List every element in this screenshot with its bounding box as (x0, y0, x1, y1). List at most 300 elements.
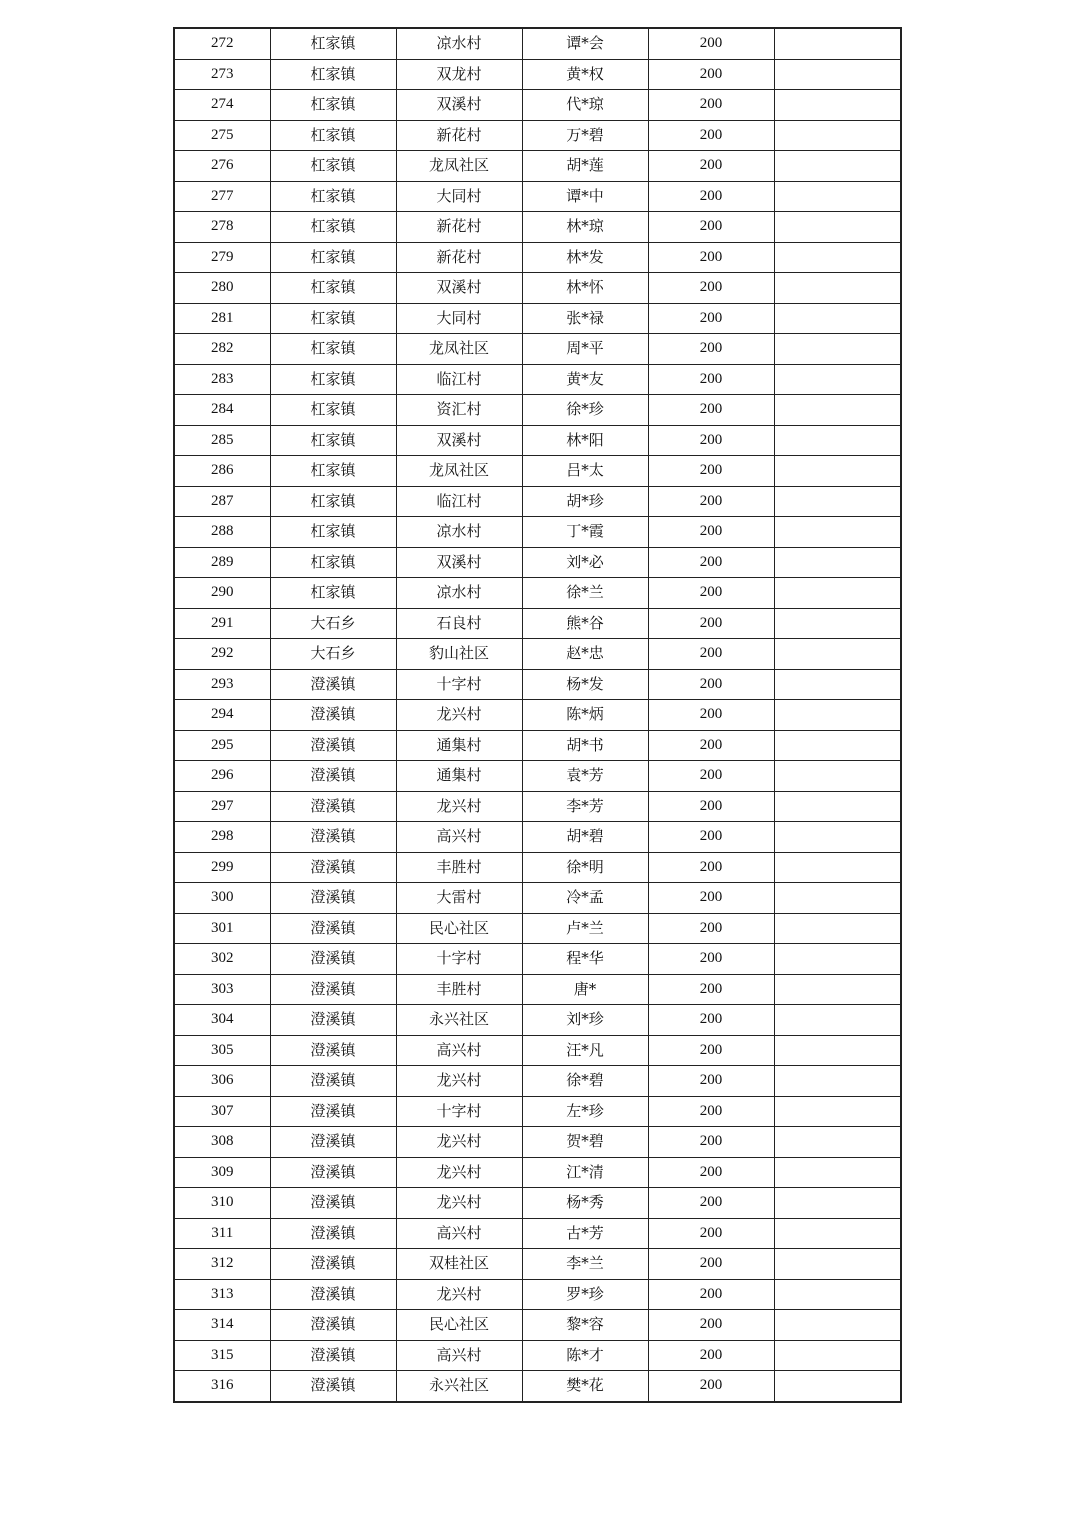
remark-cell (774, 28, 901, 59)
serial-number-cell: 282 (174, 334, 270, 365)
town-cell: 杠家镇 (270, 59, 396, 90)
village-cell: 龙兴村 (396, 791, 522, 822)
remark-cell (774, 59, 901, 90)
serial-number-cell: 314 (174, 1310, 270, 1341)
remark-cell (774, 456, 901, 487)
person-name-cell: 陈*才 (522, 1340, 648, 1371)
remark-cell (774, 700, 901, 731)
remark-cell (774, 944, 901, 975)
town-cell: 澄溪镇 (270, 1188, 396, 1219)
remark-cell (774, 334, 901, 365)
serial-number-cell: 295 (174, 730, 270, 761)
village-cell: 双龙村 (396, 59, 522, 90)
remark-cell (774, 547, 901, 578)
remark-cell (774, 1157, 901, 1188)
person-name-cell: 古*芳 (522, 1218, 648, 1249)
table-row (174, 212, 901, 243)
remark-cell (774, 212, 901, 243)
remark-cell (774, 303, 901, 334)
village-cell: 龙凤社区 (396, 456, 522, 487)
serial-number-cell: 302 (174, 944, 270, 975)
amount-cell: 200 (648, 364, 774, 395)
amount-cell: 200 (648, 1157, 774, 1188)
table-row (174, 181, 901, 212)
person-name-cell: 胡*珍 (522, 486, 648, 517)
amount-cell: 200 (648, 486, 774, 517)
town-cell: 杠家镇 (270, 456, 396, 487)
table-row (174, 1340, 901, 1371)
village-cell: 通集村 (396, 730, 522, 761)
serial-number-cell: 299 (174, 852, 270, 883)
person-name-cell: 杨*秀 (522, 1188, 648, 1219)
remark-cell (774, 90, 901, 121)
town-cell: 澄溪镇 (270, 1127, 396, 1158)
town-cell: 澄溪镇 (270, 700, 396, 731)
table-row (174, 608, 901, 639)
table-row (174, 1310, 901, 1341)
village-cell: 民心社区 (396, 1310, 522, 1341)
serial-number-cell: 316 (174, 1371, 270, 1402)
table-row (174, 242, 901, 273)
remark-cell (774, 1279, 901, 1310)
town-cell: 澄溪镇 (270, 1066, 396, 1097)
serial-number-cell: 281 (174, 303, 270, 334)
village-cell: 十字村 (396, 1096, 522, 1127)
person-name-cell: 黎*容 (522, 1310, 648, 1341)
remark-cell (774, 151, 901, 182)
remark-cell (774, 730, 901, 761)
person-name-cell: 林*怀 (522, 273, 648, 304)
village-cell: 凉水村 (396, 578, 522, 609)
person-name-cell: 林*琼 (522, 212, 648, 243)
village-cell: 十字村 (396, 944, 522, 975)
amount-cell: 200 (648, 334, 774, 365)
village-cell: 新花村 (396, 242, 522, 273)
person-name-cell: 代*琼 (522, 90, 648, 121)
serial-number-cell: 283 (174, 364, 270, 395)
town-cell: 澄溪镇 (270, 730, 396, 761)
village-cell: 凉水村 (396, 28, 522, 59)
town-cell: 杠家镇 (270, 578, 396, 609)
serial-number-cell: 276 (174, 151, 270, 182)
table-row (174, 1127, 901, 1158)
remark-cell (774, 1188, 901, 1219)
person-name-cell: 罗*珍 (522, 1279, 648, 1310)
town-cell: 杠家镇 (270, 395, 396, 426)
serial-number-cell: 311 (174, 1218, 270, 1249)
town-cell: 杠家镇 (270, 425, 396, 456)
amount-cell: 200 (648, 730, 774, 761)
table-row (174, 944, 901, 975)
town-cell: 澄溪镇 (270, 883, 396, 914)
serial-number-cell: 292 (174, 639, 270, 670)
person-name-cell: 汪*凡 (522, 1035, 648, 1066)
subsidy-list-table (173, 27, 902, 1403)
table-row (174, 273, 901, 304)
amount-cell: 200 (648, 1066, 774, 1097)
village-cell: 高兴村 (396, 1218, 522, 1249)
table-row (174, 90, 901, 121)
table-row (174, 822, 901, 853)
table-row (174, 1249, 901, 1280)
table-row (174, 303, 901, 334)
serial-number-cell: 280 (174, 273, 270, 304)
village-cell: 资汇村 (396, 395, 522, 426)
person-name-cell: 吕*太 (522, 456, 648, 487)
amount-cell: 200 (648, 90, 774, 121)
person-name-cell: 冷*孟 (522, 883, 648, 914)
table-body (174, 28, 901, 1402)
remark-cell (774, 1035, 901, 1066)
table-row (174, 913, 901, 944)
remark-cell (774, 1066, 901, 1097)
village-cell: 大雷村 (396, 883, 522, 914)
remark-cell (774, 517, 901, 548)
table-row (174, 334, 901, 365)
town-cell: 杠家镇 (270, 28, 396, 59)
village-cell: 大同村 (396, 181, 522, 212)
person-name-cell: 唐* (522, 974, 648, 1005)
remark-cell (774, 395, 901, 426)
serial-number-cell: 288 (174, 517, 270, 548)
person-name-cell: 陈*炳 (522, 700, 648, 731)
person-name-cell: 徐*珍 (522, 395, 648, 426)
table-row (174, 639, 901, 670)
person-name-cell: 左*珍 (522, 1096, 648, 1127)
person-name-cell: 胡*碧 (522, 822, 648, 853)
town-cell: 杠家镇 (270, 212, 396, 243)
remark-cell (774, 1340, 901, 1371)
person-name-cell: 卢*兰 (522, 913, 648, 944)
remark-cell (774, 791, 901, 822)
village-cell: 豹山社区 (396, 639, 522, 670)
serial-number-cell: 291 (174, 608, 270, 639)
amount-cell: 200 (648, 28, 774, 59)
amount-cell: 200 (648, 120, 774, 151)
remark-cell (774, 608, 901, 639)
village-cell: 丰胜村 (396, 852, 522, 883)
person-name-cell: 樊*花 (522, 1371, 648, 1402)
remark-cell (774, 181, 901, 212)
village-cell: 龙兴村 (396, 1279, 522, 1310)
person-name-cell: 丁*霞 (522, 517, 648, 548)
town-cell: 杠家镇 (270, 303, 396, 334)
town-cell: 杠家镇 (270, 486, 396, 517)
amount-cell: 200 (648, 639, 774, 670)
village-cell: 龙凤社区 (396, 151, 522, 182)
amount-cell: 200 (648, 669, 774, 700)
table-row (174, 120, 901, 151)
person-name-cell: 熊*谷 (522, 608, 648, 639)
serial-number-cell: 285 (174, 425, 270, 456)
amount-cell: 200 (648, 1005, 774, 1036)
town-cell: 澄溪镇 (270, 974, 396, 1005)
remark-cell (774, 913, 901, 944)
town-cell: 大石乡 (270, 639, 396, 670)
serial-number-cell: 284 (174, 395, 270, 426)
amount-cell: 200 (648, 395, 774, 426)
amount-cell: 200 (648, 303, 774, 334)
serial-number-cell: 309 (174, 1157, 270, 1188)
remark-cell (774, 1371, 901, 1402)
serial-number-cell: 273 (174, 59, 270, 90)
town-cell: 杠家镇 (270, 517, 396, 548)
person-name-cell: 刘*珍 (522, 1005, 648, 1036)
town-cell: 杠家镇 (270, 90, 396, 121)
table-row (174, 578, 901, 609)
town-cell: 澄溪镇 (270, 1279, 396, 1310)
village-cell: 新花村 (396, 212, 522, 243)
amount-cell: 200 (648, 822, 774, 853)
table-row (174, 486, 901, 517)
village-cell: 龙兴村 (396, 700, 522, 731)
person-name-cell: 李*芳 (522, 791, 648, 822)
serial-number-cell: 297 (174, 791, 270, 822)
serial-number-cell: 272 (174, 28, 270, 59)
village-cell: 凉水村 (396, 517, 522, 548)
remark-cell (774, 364, 901, 395)
village-cell: 双溪村 (396, 273, 522, 304)
person-name-cell: 贺*碧 (522, 1127, 648, 1158)
table-row (174, 974, 901, 1005)
serial-number-cell: 308 (174, 1127, 270, 1158)
amount-cell: 200 (648, 1371, 774, 1402)
person-name-cell: 胡*书 (522, 730, 648, 761)
amount-cell: 200 (648, 944, 774, 975)
serial-number-cell: 306 (174, 1066, 270, 1097)
serial-number-cell: 277 (174, 181, 270, 212)
village-cell: 永兴社区 (396, 1371, 522, 1402)
serial-number-cell: 300 (174, 883, 270, 914)
amount-cell: 200 (648, 1035, 774, 1066)
town-cell: 澄溪镇 (270, 1371, 396, 1402)
village-cell: 高兴村 (396, 1340, 522, 1371)
amount-cell: 200 (648, 974, 774, 1005)
remark-cell (774, 1127, 901, 1158)
remark-cell (774, 883, 901, 914)
table-row (174, 1066, 901, 1097)
serial-number-cell: 303 (174, 974, 270, 1005)
table-row (174, 456, 901, 487)
amount-cell: 200 (648, 1249, 774, 1280)
person-name-cell: 刘*必 (522, 547, 648, 578)
remark-cell (774, 1005, 901, 1036)
person-name-cell: 万*碧 (522, 120, 648, 151)
village-cell: 新花村 (396, 120, 522, 151)
remark-cell (774, 974, 901, 1005)
village-cell: 双溪村 (396, 547, 522, 578)
village-cell: 龙兴村 (396, 1066, 522, 1097)
village-cell: 永兴社区 (396, 1005, 522, 1036)
table-row (174, 1218, 901, 1249)
person-name-cell: 周*平 (522, 334, 648, 365)
amount-cell: 200 (648, 791, 774, 822)
amount-cell: 200 (648, 242, 774, 273)
village-cell: 通集村 (396, 761, 522, 792)
amount-cell: 200 (648, 1340, 774, 1371)
remark-cell (774, 1218, 901, 1249)
amount-cell: 200 (648, 700, 774, 731)
table-row (174, 761, 901, 792)
town-cell: 杠家镇 (270, 334, 396, 365)
table-row (174, 547, 901, 578)
amount-cell: 200 (648, 608, 774, 639)
serial-number-cell: 307 (174, 1096, 270, 1127)
town-cell: 澄溪镇 (270, 852, 396, 883)
remark-cell (774, 242, 901, 273)
town-cell: 杠家镇 (270, 273, 396, 304)
town-cell: 澄溪镇 (270, 1096, 396, 1127)
remark-cell (774, 639, 901, 670)
table-row (174, 395, 901, 426)
amount-cell: 200 (648, 517, 774, 548)
table-row (174, 28, 901, 59)
town-cell: 杠家镇 (270, 181, 396, 212)
serial-number-cell: 305 (174, 1035, 270, 1066)
person-name-cell: 袁*芳 (522, 761, 648, 792)
table-row (174, 364, 901, 395)
person-name-cell: 李*兰 (522, 1249, 648, 1280)
amount-cell: 200 (648, 883, 774, 914)
amount-cell: 200 (648, 59, 774, 90)
village-cell: 石良村 (396, 608, 522, 639)
amount-cell: 200 (648, 456, 774, 487)
amount-cell: 200 (648, 181, 774, 212)
person-name-cell: 谭*中 (522, 181, 648, 212)
table-row (174, 730, 901, 761)
serial-number-cell: 293 (174, 669, 270, 700)
village-cell: 龙兴村 (396, 1127, 522, 1158)
remark-cell (774, 669, 901, 700)
village-cell: 龙兴村 (396, 1188, 522, 1219)
person-name-cell: 黄*友 (522, 364, 648, 395)
remark-cell (774, 1249, 901, 1280)
amount-cell: 200 (648, 1127, 774, 1158)
table-row (174, 59, 901, 90)
town-cell: 澄溪镇 (270, 944, 396, 975)
serial-number-cell: 279 (174, 242, 270, 273)
person-name-cell: 林*发 (522, 242, 648, 273)
town-cell: 杠家镇 (270, 547, 396, 578)
serial-number-cell: 275 (174, 120, 270, 151)
person-name-cell: 赵*忠 (522, 639, 648, 670)
table-row (174, 669, 901, 700)
village-cell: 十字村 (396, 669, 522, 700)
table-row (174, 1005, 901, 1036)
serial-number-cell: 286 (174, 456, 270, 487)
person-name-cell: 张*禄 (522, 303, 648, 334)
town-cell: 澄溪镇 (270, 1340, 396, 1371)
serial-number-cell: 310 (174, 1188, 270, 1219)
village-cell: 龙凤社区 (396, 334, 522, 365)
remark-cell (774, 578, 901, 609)
village-cell: 民心社区 (396, 913, 522, 944)
table-row (174, 1279, 901, 1310)
village-cell: 丰胜村 (396, 974, 522, 1005)
town-cell: 澄溪镇 (270, 1249, 396, 1280)
serial-number-cell: 274 (174, 90, 270, 121)
person-name-cell: 程*华 (522, 944, 648, 975)
person-name-cell: 杨*发 (522, 669, 648, 700)
remark-cell (774, 120, 901, 151)
town-cell: 杠家镇 (270, 242, 396, 273)
village-cell: 高兴村 (396, 1035, 522, 1066)
amount-cell: 200 (648, 212, 774, 243)
serial-number-cell: 278 (174, 212, 270, 243)
town-cell: 杠家镇 (270, 151, 396, 182)
village-cell: 临江村 (396, 364, 522, 395)
town-cell: 澄溪镇 (270, 791, 396, 822)
serial-number-cell: 296 (174, 761, 270, 792)
serial-number-cell: 294 (174, 700, 270, 731)
person-name-cell: 胡*莲 (522, 151, 648, 182)
town-cell: 澄溪镇 (270, 1218, 396, 1249)
person-name-cell: 江*清 (522, 1157, 648, 1188)
remark-cell (774, 425, 901, 456)
table-row (174, 1035, 901, 1066)
serial-number-cell: 287 (174, 486, 270, 517)
remark-cell (774, 761, 901, 792)
village-cell: 龙兴村 (396, 1157, 522, 1188)
village-cell: 双桂社区 (396, 1249, 522, 1280)
village-cell: 双溪村 (396, 90, 522, 121)
town-cell: 澄溪镇 (270, 761, 396, 792)
amount-cell: 200 (648, 1310, 774, 1341)
serial-number-cell: 298 (174, 822, 270, 853)
person-name-cell: 徐*碧 (522, 1066, 648, 1097)
amount-cell: 200 (648, 578, 774, 609)
table-row (174, 1096, 901, 1127)
town-cell: 澄溪镇 (270, 1005, 396, 1036)
town-cell: 澄溪镇 (270, 669, 396, 700)
table-row (174, 151, 901, 182)
amount-cell: 200 (648, 913, 774, 944)
amount-cell: 200 (648, 547, 774, 578)
serial-number-cell: 304 (174, 1005, 270, 1036)
village-cell: 双溪村 (396, 425, 522, 456)
village-cell: 临江村 (396, 486, 522, 517)
remark-cell (774, 273, 901, 304)
village-cell: 高兴村 (396, 822, 522, 853)
person-name-cell: 徐*兰 (522, 578, 648, 609)
town-cell: 大石乡 (270, 608, 396, 639)
amount-cell: 200 (648, 1188, 774, 1219)
person-name-cell: 林*阳 (522, 425, 648, 456)
serial-number-cell: 315 (174, 1340, 270, 1371)
amount-cell: 200 (648, 761, 774, 792)
remark-cell (774, 822, 901, 853)
serial-number-cell: 289 (174, 547, 270, 578)
table-row (174, 517, 901, 548)
person-name-cell: 黄*权 (522, 59, 648, 90)
table-row (174, 1157, 901, 1188)
table-row (174, 1371, 901, 1402)
remark-cell (774, 1096, 901, 1127)
amount-cell: 200 (648, 1279, 774, 1310)
person-name-cell: 谭*会 (522, 28, 648, 59)
amount-cell: 200 (648, 273, 774, 304)
table-row (174, 425, 901, 456)
table-row (174, 1188, 901, 1219)
serial-number-cell: 313 (174, 1279, 270, 1310)
town-cell: 澄溪镇 (270, 822, 396, 853)
table-row (174, 791, 901, 822)
amount-cell: 200 (648, 425, 774, 456)
serial-number-cell: 301 (174, 913, 270, 944)
remark-cell (774, 486, 901, 517)
amount-cell: 200 (648, 151, 774, 182)
town-cell: 杠家镇 (270, 364, 396, 395)
